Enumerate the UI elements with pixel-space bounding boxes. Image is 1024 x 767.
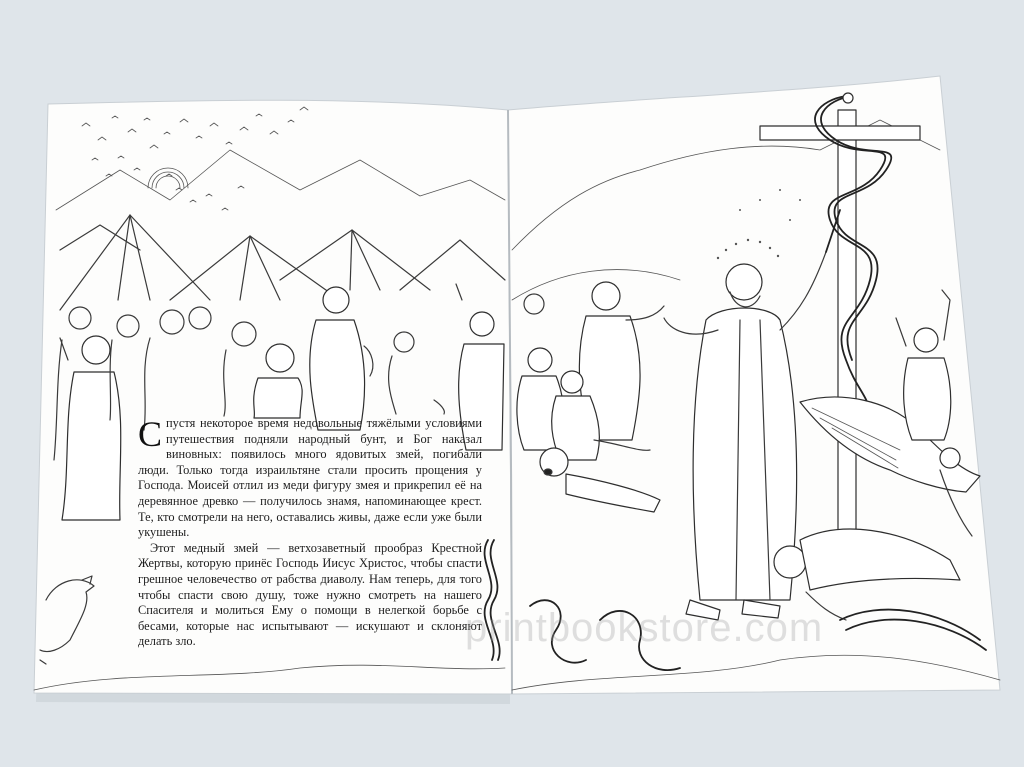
paragraph-1	[138, 416, 482, 541]
drop-cap: С	[138, 414, 163, 454]
watermark-text: printbookstore.com	[465, 606, 824, 650]
story-text	[138, 416, 482, 650]
paragraph-1-text: пустя некоторое время недовольные тяжёлыми условиями путешествия подняли народный бунт, и Бог наказал виновных: появилось много ядовитых змей, погибали люди. Только тогда израильтяне стали просить прощения у Господа. Моисей отлил из меди фигуру змея и прикрепил её на деревянное древко — получилось знамя, напоминающее крест. Те, кто смотрели на него, оставались живы, даже если уже были укушены.	[138, 416, 482, 540]
paragraph-2: Этот медный змей — ветхозаветный прообраз Крестной Жертвы, которую принёс Господь Иисус Христос, чтобы спасти грешное человечество от рабства диаволу. Нам теперь, для того чтобы спасти свою душу, тоже нужно смотреть на нашего Спасителя и молиться Ему о помощи в нелегкой борьбе с бесами, которые нас испытывают — искушают и склоняют делать зло.	[138, 540, 482, 649]
